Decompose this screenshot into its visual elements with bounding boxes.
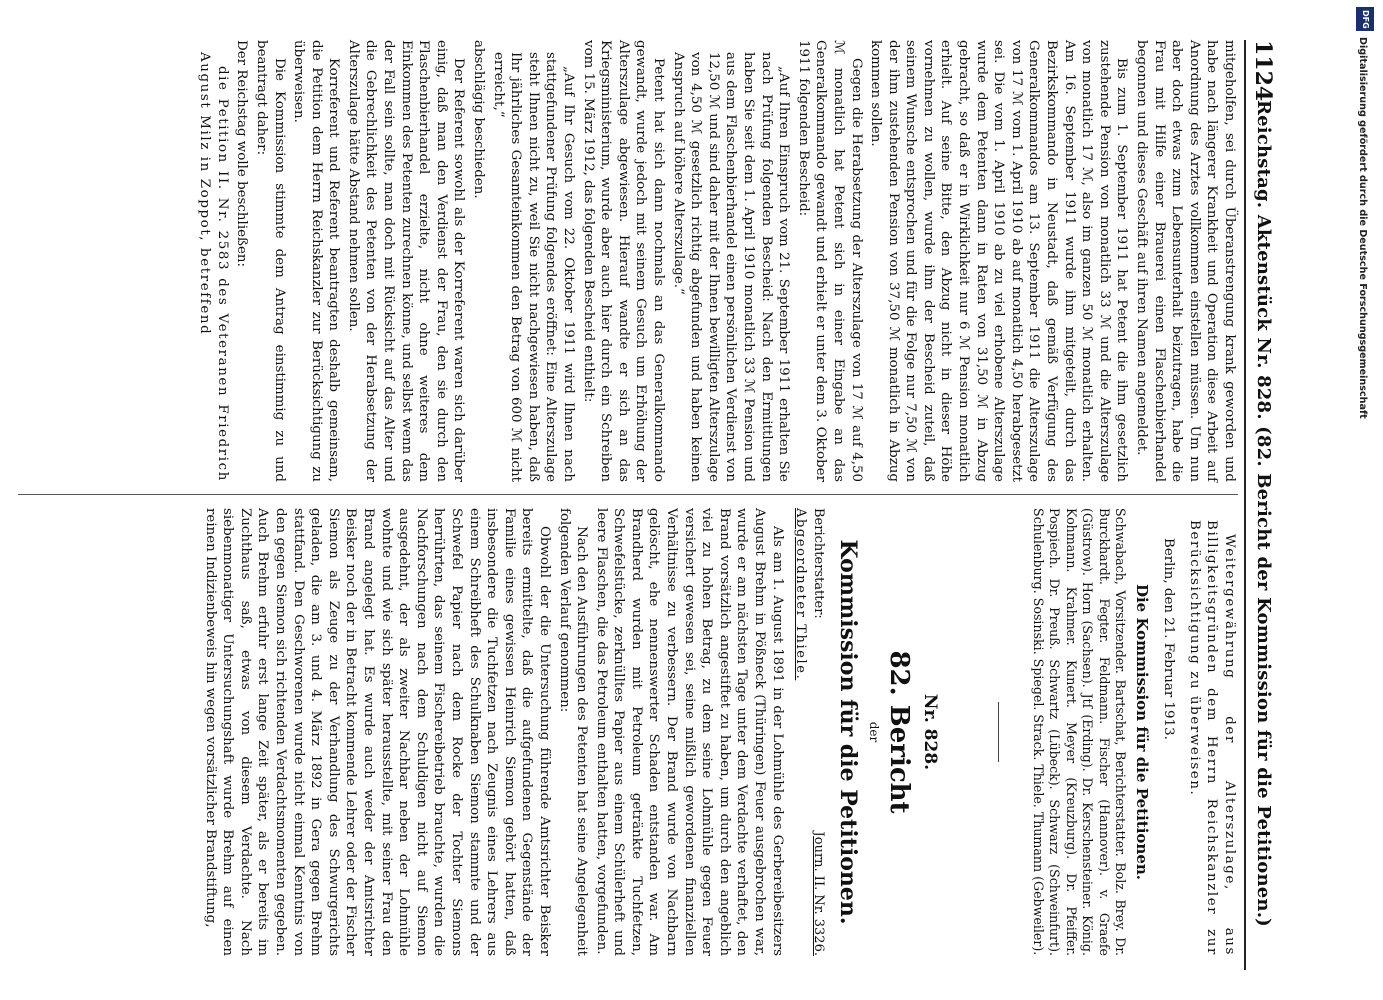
paragraph: Gegen die Herabsetzung der Alterszulage von 17 ℳ auf 4,50 ℳ monatlich hat Petent sich in einer Eingabe an das Generalkommando gewandt und erhielt er unter dem 3. Oktober 1911 folgenden Bescheid: [795, 40, 864, 482]
paragraph: Der Referent sowohl als der Korreferent waren sich darüber einig, daß man den Verdienst der Frau, den sie durch den Flaschenbierhandel erzielte, nicht ohne weiteres dem Einkommen des Petenten zurechnen könne, und selbst wenn das der Fall sein sollte, man doch mit Rücksicht auf das Alter und die Gebrechlichkeit des Petenten von der Herabsetzung der Alterszulage hätte Abstand nehmen sollen. [345, 40, 467, 482]
right-column [199, 508, 1238, 956]
paragraph: Nach den Ausführungen des Petenten hat seine Angelegenheit folgenden Verlauf genommen: [556, 508, 590, 956]
funding-note: Digitalisierung gefördert durch die Deutsche Forschungsgemeinschaft [1357, 37, 1368, 419]
page-number: 1124 [1250, 40, 1276, 102]
page-header [1244, 40, 1280, 970]
left-column [194, 40, 1238, 482]
column-divider [18, 494, 1238, 495]
commission-title: Kommission für die Petitionen. [834, 539, 861, 925]
report-title-connector: der [867, 721, 882, 743]
funding-sidebar [1355, 5, 1375, 995]
commission-members: Schwabach, Vorsitzender. Bartschat, Berichterstatter. Bolz. Brey. Dr. Burckhardt. Fegter. Feldmann. Fischer (Hannover). v. Graefe (Güstrow). Horn (Sachsen). Jtſ (Erding). Dr. Kerschensteiner. König. Kohmann. Krahmer. Kunert. Meyer (Kreuzburg). Dr. Pfeiffer. Pospiech. Dr. Preuß. Schwartz (Lübeck). Schwarz (Schweinfurt). Schulenburg. Sosinski. Spiegel. Strack. Thiele. Thumann (Gebweiler). [1030, 508, 1129, 956]
paragraph: mitgeholfen, sei durch Überanstrengung krank geworden und habe nach längerer Krankheit und Operation diese Arbeit auf Anordnung des Arztes vollkommen einstellen müssen. Um nun aber doch etwas zum Lebensunterhalt beizutragen, habe die Frau mit Hilfe einer Brauerei einen Flaschenbierhandel begonnen und dieses Geschäft auf ihren Namen angemeldet. [1134, 40, 1237, 482]
paragraph: Als am 1. August 1891 in der Lohmühle des Gerbereibesitzers August Brehm in Pößneck (Thüringen) Feuer ausgebrochen war, wurde er am nächsten Tage unter dem Verdachte verhaftet, den Brand vorsätzlich angestiftet zu haben, um durch den angeblich viel zu hohen Betrag, zu dem seine Lohmühle gegen Feuer versichert gewesen sei, seine mißlich gewordenen finanziellen Verhältnisse zu verbessern. Der Brand wurde von Nachbarn gelöscht, ehe nennenswerter Schaden entstanden war. Am Brandherd wurden mit Petroleum getränkte Tuchfetzen, Schwefelstücke, zerknülltes Papier aus einem Schülerheft und leere Flaschen, die das Petroleum enthalten hatten, vorgefunden. [593, 508, 785, 956]
resolution-text: die Petition II. Nr. 2583 des Veteranen Friedrich August Milz in Zoppot, betreffend [197, 52, 230, 482]
page-title: Reichstag. Aktenstück Nr. 828. (82. Bericht der Kommission für die Petitionen.) [1253, 100, 1274, 927]
commission-signature-heading: Die Kommission für die Petitionen. [1132, 583, 1151, 881]
quoted-decision: „Auf Ihr Gesuch vom 22. Oktober 1911 wird Ihnen nach stattgefundener Prüfung folgendes eröffnet: Eine Alterszulage steht Ihnen nicht zu, weil Sie nicht nachgewiesen haben, daß Ihr jährliches Gesamteinkommen den Betrag von 600 ℳ nicht erreicht,“ [490, 52, 577, 482]
rapporteur-name: Abgeordneter Thiele. [793, 508, 809, 681]
rapporteur-row [792, 508, 827, 956]
document-number: Nr. 828. [920, 693, 941, 771]
rapporteur-block [792, 508, 827, 680]
date-line: Berlin, den 21. Februar 1913. [1161, 538, 1177, 740]
paragraph: Obwohl der die Untersuchung führende Amtsrichter Beisker bereits ermittelte, daß die aufgefundenen Gegenstände der Familie eines gewissen Heinrich Siemon gehört hatten, daß insbesondere die Tuchfetzen nach Zeugnis eines Lehrers aus einem Schreibheft des Schulknaben Siemon stammte und der Schwefel Papier nach dem Rocke der Tochter Siemons herrührten, das seinem Fischereibetrieb brauchte, wurden die Nachforschungen nach dem Schuldigen nicht auf Siemon ausgedehnt, der als zweiter Nachbar neben der Lohmühle wohnte und wie sich später herausstellte, mit seiner Frau den Brand angelegt hat. Es wurde auch weder der Amtsrichter Beisker noch der in Betracht kommende Lehrer oder der Fischer Siemon als Zeuge zu der Verhandlung des Schwurgerichts geladen, die am 3. und 4. März 1892 in Gera gegen Brehm stattfand. Den Geschworenen wurde nicht einmal Kenntnis von den gegen Siemon sich richtenden Verdachtsmomenten gegeben. Auch Brehm erfuhr erst lange Zeit später, als er bereits im Zuchthaus saß, etwas von diesem Verdachte. Nach siebenmonatiger Untersuchungshaft wurde Brehm auf einen reinen Indizienbeweis hin wegen vorsätzlicher Brandstiftung, [202, 508, 552, 956]
paragraph: Bis zum 1. September 1911 hat Petent die ihm gesetzlich zustehende Pension von monatlich 33 ℳ und die Alterszulage von monatlich 17 ℳ, also im ganzen 50 ℳ monatlich erhalten. Am 16. September 1911 wurde ihm mitgeteilt, durch das Bezirkskommando in Neustadt, daß gemäß Verfügung des Generalkommandos am 13. September 1911 die Alterszulage von 17 ℳ vom 1. April 1910 ab auf monatlich 4,50 herabgesetzt sei. Die vom 1. April 1910 ab zu viel erhobene Alterszulage wurde dem Petenten dann in Raten von 31,50 ℳ in Abzug gebracht, so daß er in Wirklichkeit nur 6 ℳ Pension monatlich erhielt. Auf seine Bitte, den Abzug nicht in dieser Höhe vornehmen zu wollen, wurde ihm der Bescheid zuteil, daß seinem Wunsche entsprochen und für die Folge nur 7,50 ℳ von der ihm zustehenden Pension von 37,50 ℳ monatlich in Abzug kommen sollen. [868, 40, 1130, 482]
section-rule [998, 702, 999, 762]
dfg-logo: DFG [1356, 7, 1374, 31]
paragraph: Korreferent und Referent beantragten deshalb gemeinsam, die Petition dem Herrn Reichskanzler zur Berücksichtigung zu überweisen. [291, 40, 342, 482]
quoted-decision: „Auf Ihren Einspruch vom 21. September 1911 erhalten Sie nach Prüfung folgenden Bescheid: Nach den Ermittlungen haben Sie seit dem 1. April 1910 monatlich 33 ℳ Pension und aus dem Flaschenbierhandel einen persönlichen Verdienst von 12,50 ℳ und sind daher mit der Ihnen bewilligten Alterszulage von 4,50 ℳ gesetzlich richtig abgefunden und haben keinen Anspruch auf höhere Alterszulage.“ [670, 52, 792, 482]
report-title: 82. Bericht [884, 650, 915, 814]
resolution-heading: Der Reichstag wolle beschließen: [234, 40, 250, 268]
paragraph: Petent hat sich dann nochmals an das Generalkommando gewandt, wurde jedoch mit seinem Gesuch um Erhöhung der Alterszulage abgewiesen. Hierauf wandte er sich an das Kriegsministerium, wurde aber auch hier durch ein Schreiben vom 15. März 1912, das folgenden Bescheid enthielt: [580, 40, 666, 482]
paragraph: Die Kommission stimmte dem Antrag einstimmig zu und beantragt daher: [253, 40, 287, 482]
journal-reference: Journ. II. Nr. 3326. [810, 831, 826, 956]
paragraph: abschlägig beschieden. [471, 40, 487, 199]
rapporteur-label: Berichterstatter: [810, 508, 826, 619]
resolution-continuation: Weitergewährung der Alterszulage, aus Billigkeitsgründen dem Herrn Reichskanzler zur Berücksichtigung zu überweisen. [1186, 520, 1237, 956]
